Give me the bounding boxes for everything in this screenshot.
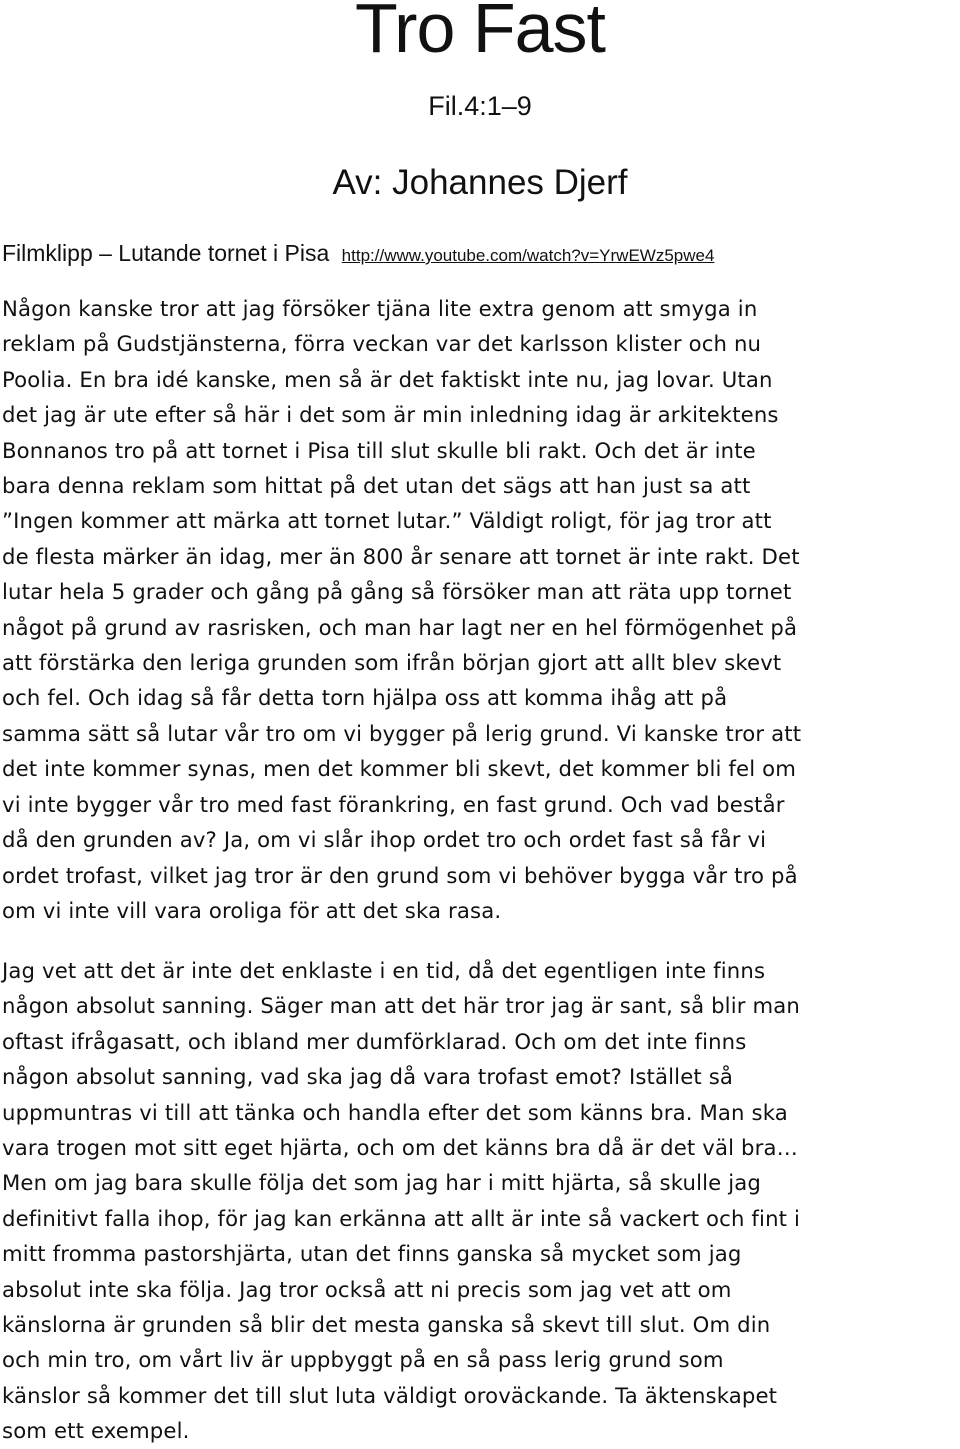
text-line: ordet trofast, vilket jag tror är den grund som vi behöver bygga vår tro på (2, 862, 798, 888)
paragraph-1 (2, 291, 960, 928)
text-line: definitivt falla ihop, för jag kan erkänna att allt är inte så vackert och fint i (2, 1205, 801, 1231)
text-line: någon absolut sanning. Säger man att det här tror jag är sant, så blir man (2, 993, 801, 1019)
film-clip-link[interactable]: http://www.youtube.com/watch?v=YrwEWz5pwe4 (341, 246, 715, 265)
paragraph-2 (2, 953, 960, 1449)
text-line: mitt fromma pastorshjärta, utan det finns ganska så mycket som jag (2, 1241, 742, 1267)
text-line: som ett exempel. (2, 1418, 190, 1444)
text-line: ”Ingen kommer att märka att tornet lutar.” Väldigt roligt, för jag tror att (2, 508, 772, 534)
text-line: och fel. Och idag så får detta torn hjälpa oss att komma ihåg att på (2, 685, 728, 711)
text-line: då den grunden av? Ja, om vi slår ihop ordet tro och ordet fast så får vi (2, 827, 767, 853)
film-clip-line (2, 236, 958, 273)
text-line: reklam på Gudstjänsterna, förra veckan var det karlsson klister och nu (2, 331, 762, 357)
text-line: Bonnanos tro på att tornet i Pisa till slut skulle bli rakt. Och det är inte (2, 437, 756, 463)
bible-reference: Fil.4:1–9 (428, 91, 532, 121)
text-line: vara trogen mot sitt eget hjärta, och om det känns bra då är det väl bra… (2, 1135, 798, 1161)
text-line: Poolia. En bra idé kanske, men så är det faktiskt inte nu, jag lovar. Utan (2, 366, 773, 392)
text-line: samma sätt så lutar vår tro om vi bygger på lerig grund. Vi kanske tror att (2, 720, 802, 746)
text-line: att förstärka den leriga grunden som ifrån början gjort att allt blev skevt (2, 650, 782, 676)
text-line: något på grund av rasrisken, och man har lagt ner en hel förmögenhet på (2, 614, 798, 640)
text-line: och min tro, om vårt liv är uppbyggt på en så pass lerig grund som (2, 1347, 724, 1373)
film-clip-label: Filmklipp – Lutande tornet i Pisa (2, 240, 330, 266)
author-line: Av: Johannes Djerf (332, 163, 628, 202)
text-line: oftast ifrågasatt, och ibland mer dumförklarad. Och om det inte finns (2, 1028, 747, 1054)
text-line: känslor så kommer det till slut luta väldigt oroväckande. Ta äktenskapet (2, 1382, 778, 1408)
text-line: lutar hela 5 grader och gång på gång så försöker man att räta upp tornet (2, 579, 792, 605)
text-line: det inte kommer synas, men det kommer bli skevt, det kommer bli fel om (2, 756, 797, 782)
text-line: känslorna är grunden så blir det mesta ganska så skevt till slut. Om din (2, 1312, 771, 1338)
text-line: de flesta märker än idag, mer än 800 år senare att tornet är inte rakt. Det (2, 543, 800, 569)
text-line: det jag är ute efter så här i det som är min inledning idag är arkitektens (2, 402, 779, 428)
text-line: Jag vet att det är inte det enklaste i en tid, då det egentligen inte finns (2, 958, 766, 983)
text-line: uppmuntras vi till att tänka och handla efter det som känns bra. Man ska (2, 1099, 788, 1125)
text-line: vi inte bygger vår tro med fast förankring, en fast grund. Och vad består (2, 791, 785, 817)
text-line: Någon kanske tror att jag försöker tjäna lite extra genom att smyga in (2, 296, 758, 321)
text-line: absolut inte ska följa. Jag tror också att ni precis som jag vet att om (2, 1276, 732, 1302)
document-title: Tro Fast (355, 0, 605, 67)
text-line: bara denna reklam som hittat på det utan det sägs att han just sa att (2, 473, 751, 499)
text-line: om vi inte vill vara oroliga för att det ska rasa. (2, 897, 502, 923)
text-line: någon absolut sanning, vad ska jag då vara trofast emot? Istället så (2, 1064, 734, 1090)
text-line: Men om jag bara skulle följa det som jag har i mitt hjärta, så skulle jag (2, 1170, 762, 1196)
